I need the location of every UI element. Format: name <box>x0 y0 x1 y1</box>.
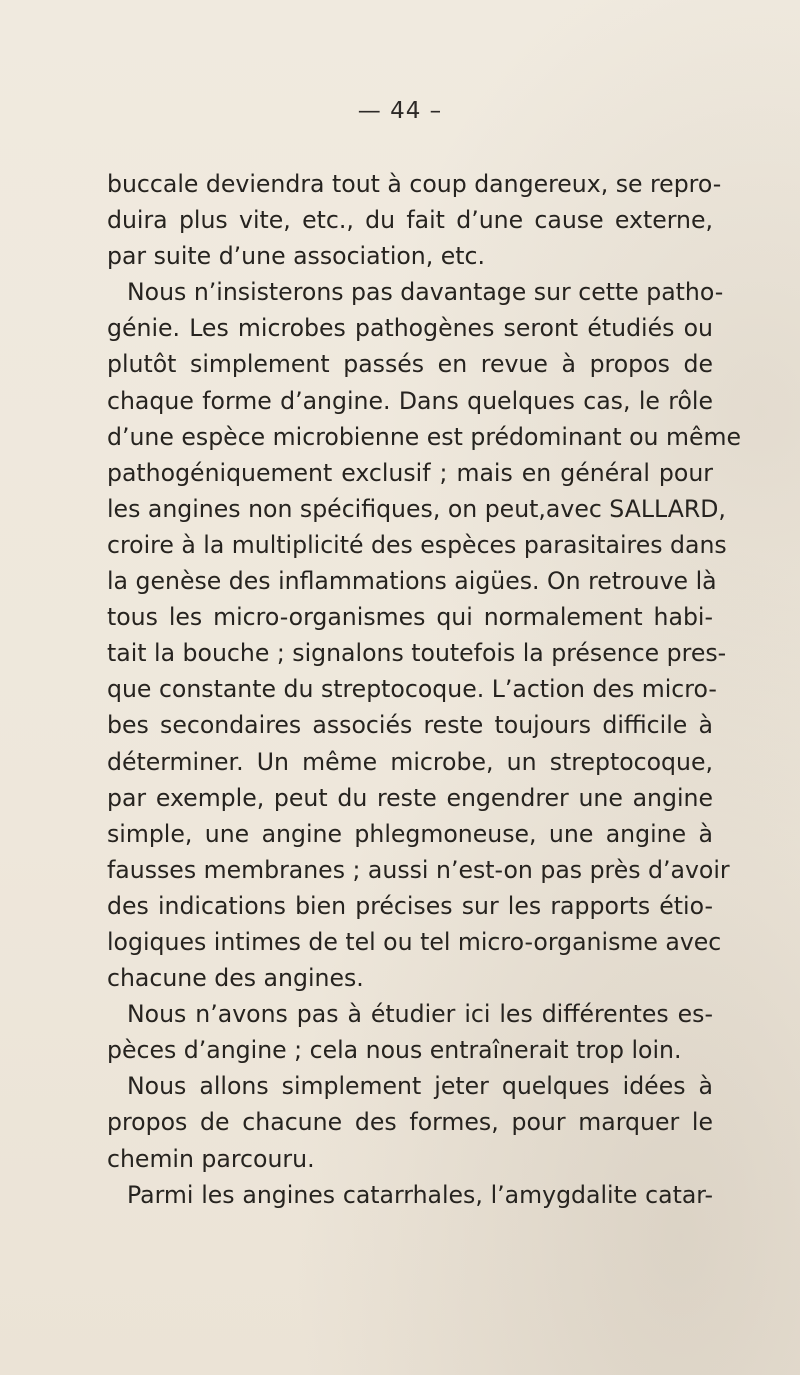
text-line: chacune des angines. <box>107 964 364 993</box>
text-line: génie. Les microbes pathogènes seront étudiés ou <box>107 314 713 343</box>
text-line: des indications bien précises sur les rapports étio- <box>107 891 713 920</box>
text-line: tous les micro-organismes qui normalement habi- <box>107 603 713 632</box>
text-line: que constante du streptocoque. L’action des micro- <box>107 675 717 704</box>
text-line: les angines non spécifiques, on peut,avec SALLARD, <box>107 494 726 523</box>
text-line: chaque forme d’angine. Dans quelques cas, le rôle <box>107 386 713 415</box>
text-line: plutôt simplement passés en revue à propos de <box>107 350 713 379</box>
paragraph-start-line: Nous n’avons pas à étudier ici les différentes es- <box>127 1000 713 1029</box>
text-line: fausses membranes ; aussi n’est-on pas près d’avoir <box>107 855 730 884</box>
paragraph-start-line: Nous n’insisterons pas davantage sur cette patho- <box>127 278 724 307</box>
text-line: par suite d’une association, etc. <box>107 242 485 271</box>
text-line: la genèse des inflammations aigües. On retrouve là <box>107 567 717 596</box>
text-line: buccale deviendra tout à coup dangereux, se repro- <box>107 170 722 198</box>
text-line: pèces d’angine ; cela nous entraînerait trop loin. <box>107 1036 682 1065</box>
text-line: tait la bouche ; signalons toutefois la présence pres- <box>107 639 727 668</box>
text-line: croire à la multiplicité des espèces parasitaires dans <box>107 530 727 559</box>
text-line: bes secondaires associés reste toujours difficile à <box>107 711 713 740</box>
text-line: simple, une angine phlegmoneuse, une angine à <box>107 819 713 848</box>
text-line: logiques intimes de tel ou tel micro-organisme avec <box>107 927 722 956</box>
text-line: d’une espèce microbienne est prédominant ou même <box>107 422 741 451</box>
text-line: pathogéniquement exclusif ; mais en général pour <box>107 458 713 487</box>
text-line: chemin parcouru. <box>107 1144 315 1173</box>
text-line: propos de chacune des formes, pour marquer le <box>107 1108 713 1137</box>
page-number: — 44 – <box>357 98 443 124</box>
text-line: duira plus vite, etc., du fait d’une cause externe, <box>107 206 713 235</box>
text-line: par exemple, peut du reste engendrer une angine <box>107 783 713 812</box>
body-text <box>107 166 741 1213</box>
text-line: déterminer. Un même microbe, un streptocoque, <box>107 747 713 776</box>
paragraph-start-line: Parmi les angines catarrhales, l’amygdalite catar- <box>127 1180 713 1209</box>
paragraph-start-line: Nous allons simplement jeter quelques idées à <box>127 1072 713 1101</box>
